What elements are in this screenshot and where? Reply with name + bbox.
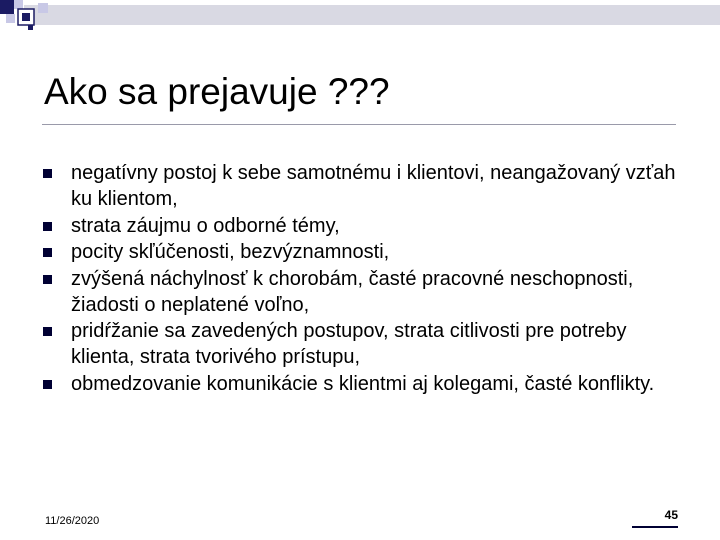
bullet-list xyxy=(42,160,682,397)
bullet-item xyxy=(42,239,682,265)
bullet-text: negatívny postoj k sebe samotnému i klientovi, neangažovaný vzťah ku klientom, xyxy=(71,162,676,210)
bullet-text: pridŕžanie sa zavedených postupov, strata citlivosti pre potreby klienta, strata tvorivého prístupu, xyxy=(71,320,627,368)
square-bullet-icon xyxy=(43,327,52,336)
square-bullet-icon xyxy=(43,380,52,389)
title-divider xyxy=(42,124,676,125)
square-bullet-icon xyxy=(43,275,52,284)
page-number: 45 xyxy=(664,508,678,522)
bullet-item xyxy=(42,160,682,212)
page-number-underline xyxy=(632,526,678,528)
bullet-text: obmedzovanie komunikácie s klientmi aj kolegami, časté konflikty. xyxy=(71,372,655,395)
square-bullet-icon xyxy=(43,248,52,257)
square-bullet-icon xyxy=(43,222,52,231)
bullet-item xyxy=(42,318,682,370)
bullet-item xyxy=(42,266,682,318)
bullet-text: zvýšená náchylnosť k chorobám, časté pracovné neschopnosti, žiadosti o neplatené voľno, xyxy=(71,267,634,316)
slide-title: Ako sa prejavuje ??? xyxy=(44,71,390,112)
decorative-header-bar xyxy=(0,0,720,30)
bullet-item xyxy=(42,213,682,239)
bullet-item xyxy=(42,371,682,397)
bullet-text: strata záujmu o odborné témy, xyxy=(71,214,340,237)
square-bullet-icon xyxy=(43,169,52,178)
footer-date: 11/26/2020 xyxy=(45,515,100,527)
bullet-text: pocity skľúčenosti, bezvýznamnosti, xyxy=(71,241,390,263)
